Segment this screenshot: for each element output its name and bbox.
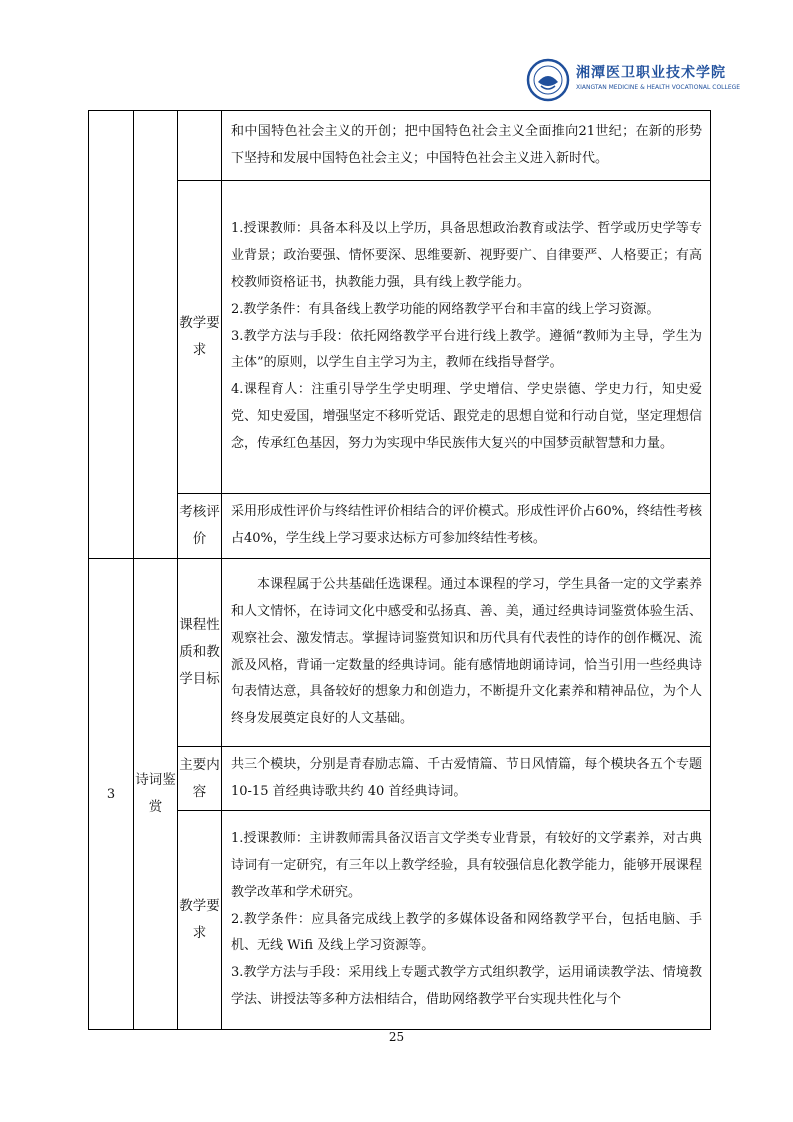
school-seal-icon xyxy=(526,58,570,102)
teaching-req-content-3 xyxy=(222,811,711,1030)
school-logo xyxy=(526,56,741,104)
list-item: 4.课程育人：注重引导学生学史明理、学史增信、学史崇德、学史力行，知史爱党、知史爱国，增强坚定不移听党话、跟党走的思想自觉和行动自觉，坚定理想信念，传承红色基因，努力为实现中华民族伟大复兴的中国梦贡献智慧和力量。 xyxy=(231,382,702,451)
continued-content-cell xyxy=(222,111,711,181)
school-name: 湘潭医卫职业技术学院 xyxy=(576,65,726,81)
school-name-en: XIANGTAN MEDICINE & HEALTH VOCATIONAL COLLEGE xyxy=(576,84,741,91)
teaching-req-label-3: 教学要求 xyxy=(178,811,222,1030)
list-item: 2.教学条件：有具备线上教学功能的网络教学平台和丰富的线上学习资源。 xyxy=(231,301,660,317)
table-row xyxy=(89,494,711,559)
assessment-label: 考核评价 xyxy=(178,494,222,559)
course-nature-label: 课程性质和教学目标 xyxy=(178,559,222,747)
table-row xyxy=(89,811,711,1030)
list-item: 2.教学条件：应具备完成线上教学的多媒体设备和网络教学平台，包括电脑、手机、无线 Wifi 及线上学习资源等。 xyxy=(231,911,702,954)
teaching-req-label: 教学要求 xyxy=(178,181,222,494)
table-row xyxy=(89,747,711,811)
list-item: 1.授课教师：主讲教师需具备汉语言文学类专业背景，有较好的文学素养，对古典诗词有一定研究，有三年以上教学经验，具有较强信息化教学能力，能够开展课程教学改革和学术研究。 xyxy=(231,831,702,900)
teaching-req-content xyxy=(222,181,711,494)
list-item: 1.授课教师：具备本科及以上学历，具备思想政治教育或法学、哲学或历史学等专业背景；政治要强、情怀要深、思维要新、视野要广、自律要严、人格要正；有高校教师资格证书，执教能力强，具有线上教学能力。 xyxy=(231,221,702,290)
continued-content-text: 和中国特色社会主义的开创；把中国特色社会主义全面推向21世纪；在新的形势下坚持和发展中国特色社会主义；中国特色社会主义进入新时代。 xyxy=(231,123,702,166)
table-row xyxy=(89,111,711,181)
table-row xyxy=(89,181,711,494)
list-item: 3.教学方法与手段：采用线上专题式教学方式组织教学，运用诵读教学法、情境教学法、讲授法等多种方法相结合，借助网络教学平台实现共性化与个 xyxy=(231,965,702,1007)
continued-label-cell xyxy=(178,111,222,181)
course-nature-content xyxy=(222,559,711,747)
main-content-text: 共三个模块，分别是青春励志篇、千古爱情篇、节日风情篇，每个模块各五个专题 10-15 首经典诗歌共约 40 首经典诗词。 xyxy=(222,747,711,811)
page-number: 25 xyxy=(388,1030,405,1044)
table-row xyxy=(89,559,711,747)
course-nature-text: 本课程属于公共基础任选课程。通过本课程的学习，学生具备一定的文学素养和人文情怀，在诗词文化中感受和弘扬真、善、美，通过经典诗词鉴赏体验生活、观察社会、激发情志。掌握诗词鉴赏知识和历代具有代表性的诗作的创作概况、流派及风格，背诵一定数量的经典诗词。能有感情地朗诵诗词，恰当引用一些经典诗句表情达意，具备较好的想象力和创造力，不断提升文化素养和精神品位，为个人终身发展奠定良好的人文基础。 xyxy=(231,577,702,727)
assessment-content: 采用形成性评价与终结性评价相结合的评价模式。形成性评价占60%，终结性考核占40%，学生线上学习要求达标方可参加终结性考核。 xyxy=(222,494,711,559)
course-table xyxy=(88,110,711,1030)
course-name: 诗词鉴赏 xyxy=(134,559,178,1030)
course-number-cell-prev xyxy=(89,111,134,559)
course-number: 3 xyxy=(89,559,134,1030)
main-content-label: 主要内容 xyxy=(178,747,222,811)
course-name-cell-prev xyxy=(134,111,178,559)
list-item: 3.教学方法与手段：依托网络教学平台进行线上教学。遵循“教师为主导，学生为主体”的原则，以学生自主学习为主，教师在线指导督学。 xyxy=(231,328,702,371)
